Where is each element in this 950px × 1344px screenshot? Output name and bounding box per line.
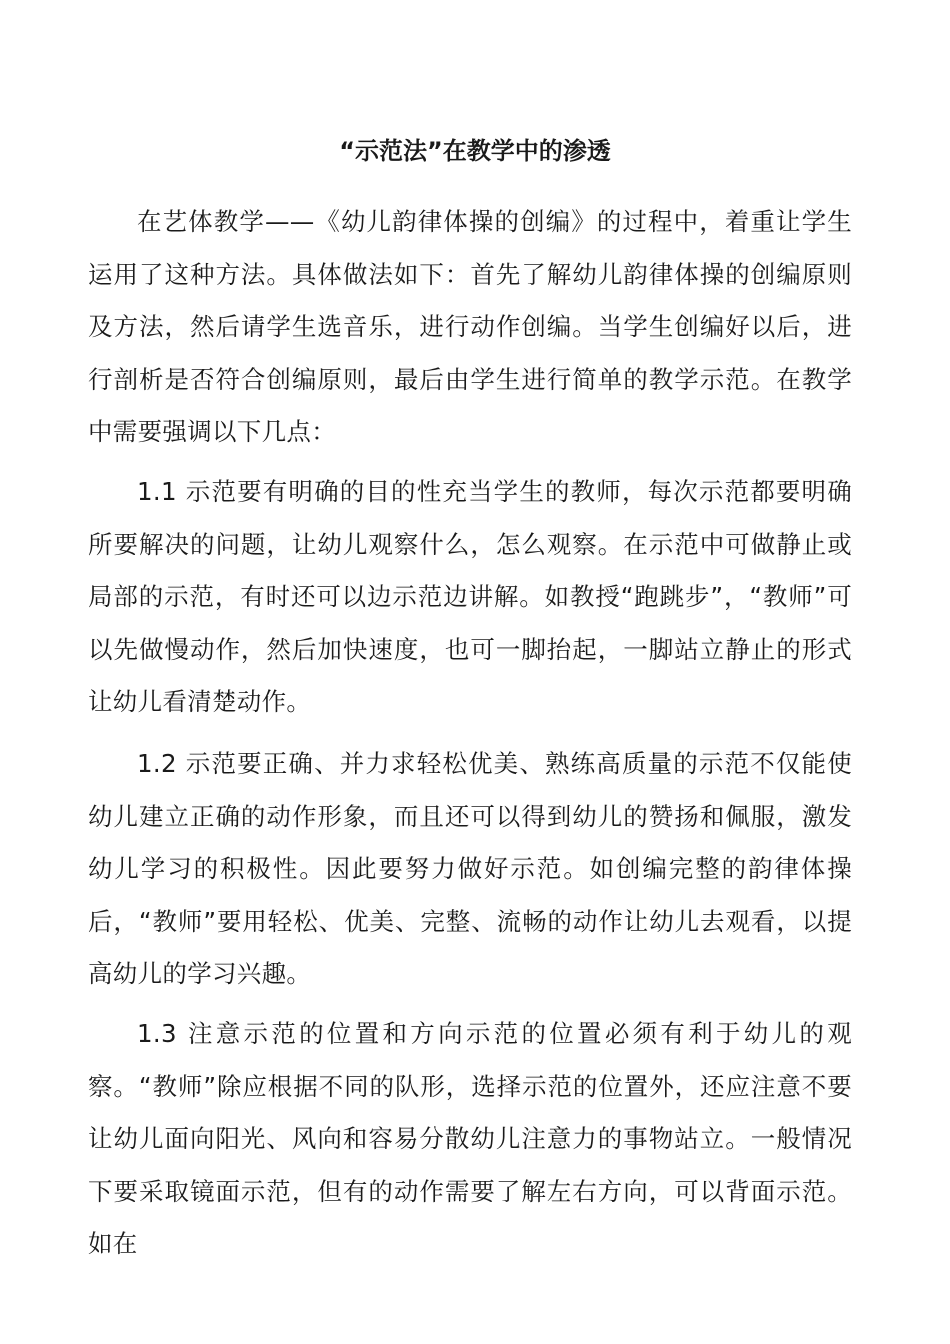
paragraph-intro: 在艺体教学——《幼儿韵律体操的创编》的过程中，着重让学生运用了这种方法。具体做法如下：首先了解幼儿韵律体操的创编原则及方法，然后请学生选音乐，进行动作创编。当学生创编好以后，进行剖析是否符合创编原则，最后由学生进行简单的教学示范。在教学中需要强调以下几点：: [88, 207, 852, 446]
paragraph-1-2: 1.2 示范要正确、并力求轻松优美、熟练高质量的示范不仅能使幼儿建立正确的动作形象，而且还可以得到幼儿的赞扬和佩服，激发幼儿学习的积极性。因此要努力做好示范。如创编完整的韵律体操后，“教师”要用轻松、优美、完整、流畅的动作让幼儿去观看，以提高幼儿的学习兴趣。: [88, 749, 852, 988]
paragraph-1-1: 1.1 示范要有明确的目的性充当学生的教师，每次示范都要明确所要解决的问题，让幼儿观察什么，怎么观察。在示范中可做静止或局部的示范，有时还可以边示范边讲解。如教授“跑跳步”，“教师”可以先做慢动作，然后加快速度，也可一脚抬起，一脚站立静止的形式让幼儿看清楚动作。: [88, 477, 852, 716]
document-title: “示范法”在教学中的渗透: [339, 137, 611, 165]
paragraph-1-3: 1.3 注意示范的位置和方向示范的位置必须有利于幼儿的观察。“教师”除应根据不同的队形，选择示范的位置外，还应注意不要让幼儿面向阳光、风向和容易分散幼儿注意力的事物站立。一般情况下要采取镜面示范，但有的动作需要了解左右方向，可以背面示范。如在: [88, 1019, 852, 1258]
